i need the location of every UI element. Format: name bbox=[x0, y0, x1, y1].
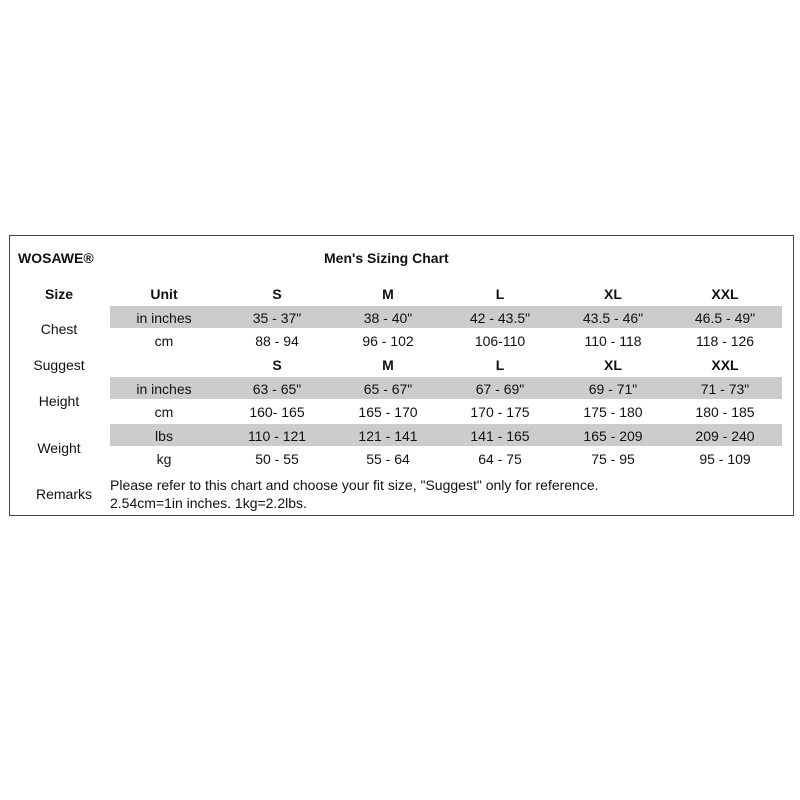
value-cell: 42 - 43.5" bbox=[469, 310, 531, 326]
value-cell: 110 - 121 bbox=[247, 428, 307, 444]
unit-cell: in inches bbox=[136, 381, 192, 397]
suggest-size: XXL bbox=[711, 357, 739, 373]
size-label: Size bbox=[44, 286, 74, 302]
brand-name: WOSAWE® bbox=[18, 250, 94, 266]
value-cell: 121 - 141 bbox=[358, 428, 418, 444]
value-cell: 141 - 165 bbox=[470, 428, 530, 444]
value-cell: 209 - 240 bbox=[695, 428, 755, 444]
suggest-label: Suggest bbox=[33, 357, 85, 373]
weight-label: Weight bbox=[37, 440, 81, 456]
suggest-size: M bbox=[382, 357, 394, 373]
value-cell: 96 - 102 bbox=[362, 333, 414, 349]
remarks-label: Remarks bbox=[35, 486, 93, 502]
row-band bbox=[110, 424, 782, 446]
unit-cell: cm bbox=[154, 333, 174, 349]
value-cell: 46.5 - 49" bbox=[694, 310, 756, 326]
value-cell: 65 - 67" bbox=[363, 381, 413, 397]
value-cell: 35 - 37" bbox=[252, 310, 302, 326]
size-header: XXL bbox=[711, 286, 739, 302]
value-cell: 69 - 71" bbox=[588, 381, 638, 397]
size-header: L bbox=[495, 286, 505, 302]
value-cell: 118 - 126 bbox=[695, 333, 755, 349]
suggest-size: L bbox=[495, 357, 505, 373]
size-header: M bbox=[382, 286, 394, 302]
value-cell: 38 - 40" bbox=[363, 310, 413, 326]
sizing-chart bbox=[9, 235, 794, 516]
row-band bbox=[110, 306, 782, 328]
suggest-size: S bbox=[272, 357, 282, 373]
value-cell: 67 - 69" bbox=[475, 381, 525, 397]
chart-title: Men's Sizing Chart bbox=[324, 250, 449, 266]
value-cell: 88 - 94 bbox=[255, 333, 299, 349]
size-header: S bbox=[272, 286, 282, 302]
value-cell: 110 - 118 bbox=[584, 333, 642, 349]
unit-cell: lbs bbox=[155, 428, 173, 444]
unit-cell: kg bbox=[156, 451, 172, 467]
value-cell: 95 - 109 bbox=[699, 451, 751, 467]
value-cell: 43.5 - 46" bbox=[582, 310, 644, 326]
remarks-line-2: 2.54cm=1in inches. 1kg=2.2lbs. bbox=[110, 495, 307, 511]
value-cell: 106-110 bbox=[474, 333, 526, 349]
size-header: XL bbox=[604, 286, 622, 302]
suggest-size: XL bbox=[604, 357, 622, 373]
value-cell: 175 - 180 bbox=[583, 404, 643, 420]
value-cell: 75 - 95 bbox=[591, 451, 635, 467]
height-label: Height bbox=[38, 393, 80, 409]
value-cell: 180 - 185 bbox=[695, 404, 755, 420]
chest-label: Chest bbox=[40, 321, 78, 337]
unit-cell: in inches bbox=[136, 310, 192, 326]
value-cell: 165 - 209 bbox=[583, 428, 643, 444]
remarks-line-1: Please refer to this chart and choose your fit size, "Suggest" only for reference. bbox=[110, 477, 599, 493]
value-cell: 55 - 64 bbox=[366, 451, 410, 467]
value-cell: 170 - 175 bbox=[470, 404, 530, 420]
row-band bbox=[110, 377, 782, 399]
value-cell: 50 - 55 bbox=[255, 451, 299, 467]
unit-cell: cm bbox=[154, 404, 174, 420]
unit-header: Unit bbox=[150, 286, 178, 302]
value-cell: 71 - 73" bbox=[700, 381, 750, 397]
value-cell: 160- 165 bbox=[249, 404, 305, 420]
value-cell: 64 - 75 bbox=[478, 451, 522, 467]
value-cell: 165 - 170 bbox=[358, 404, 418, 420]
value-cell: 63 - 65" bbox=[252, 381, 302, 397]
